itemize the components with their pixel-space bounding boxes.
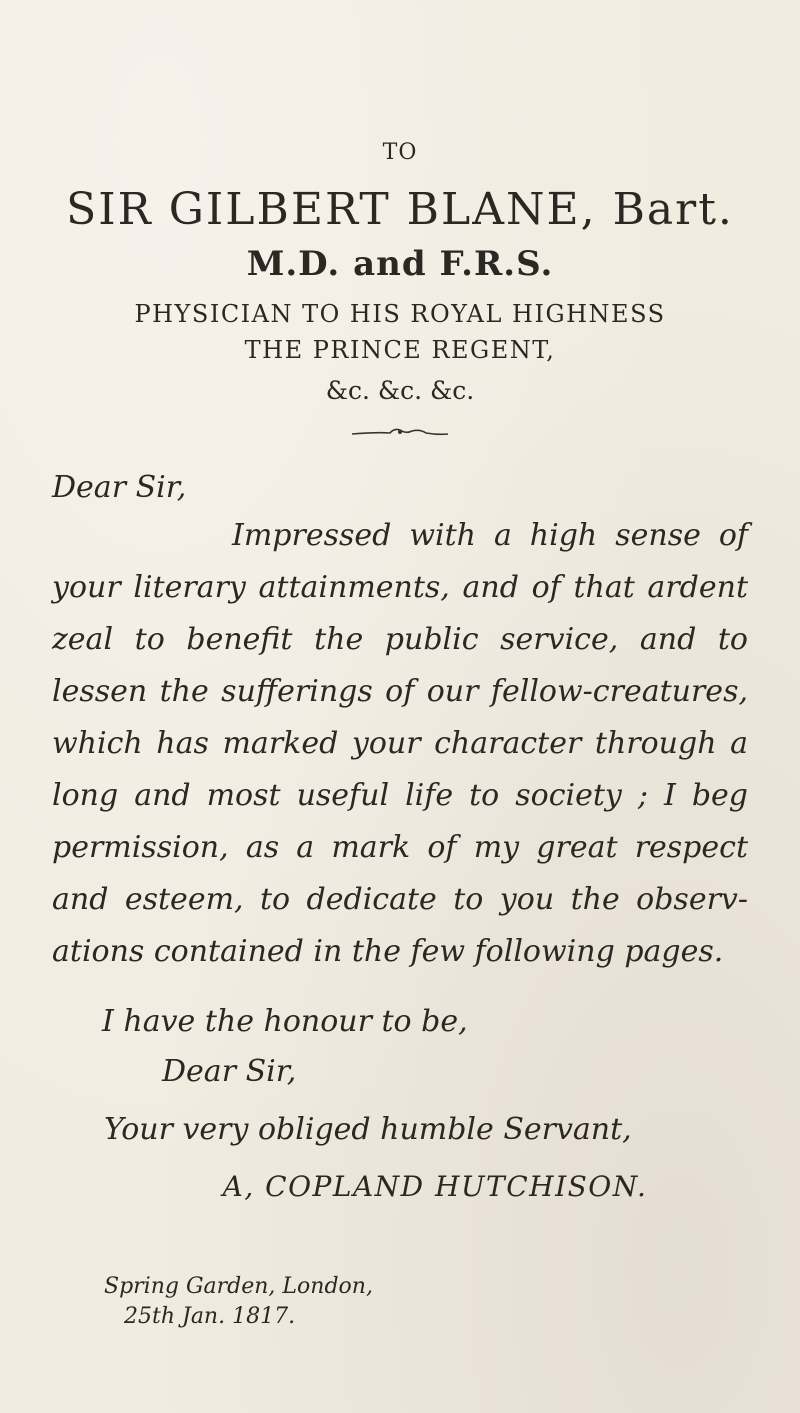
letter-line-8: and esteem, to dedicate to you the observ- xyxy=(52,882,748,917)
closing-line-3: Your very obliged humble Servant, xyxy=(104,1112,632,1147)
dedication-to: TO xyxy=(382,140,418,165)
address-date: 25th Jan. 1817. xyxy=(124,1304,296,1329)
letter-line-5: which has marked your character through a xyxy=(52,726,748,761)
salutation: Dear Sir, xyxy=(52,470,187,505)
dedicatee-degrees: M.D. and F.R.S. xyxy=(246,244,554,284)
letter-line-3: zeal to benefit the public service, and to xyxy=(52,622,748,657)
etcetera-line: &c. &c. &c. xyxy=(325,376,475,405)
closing-line-2: Dear Sir, xyxy=(162,1054,297,1089)
letter-line-9: ations contained in the few following pages. xyxy=(52,934,724,969)
letter-line-4: lessen the sufferings of our fellow-creatures, xyxy=(52,674,748,709)
letter-line-6: long and most useful life to society ; I beg xyxy=(52,778,748,813)
closing-line-1: I have the honour to be, xyxy=(102,1004,468,1039)
dedicatee-name: SIR GILBERT BLANE, Bart. xyxy=(66,184,734,235)
letter-line-2: your literary attainments, and of that ardent xyxy=(52,570,748,605)
address-line-1: Spring Garden, London, xyxy=(104,1274,373,1299)
letter-line-1: Impressed with a high sense of xyxy=(232,518,748,553)
ornament-divider-icon xyxy=(350,426,450,440)
signature: A, COPLAND HUTCHISON. xyxy=(222,1170,648,1203)
dedicatee-title-line-1: PHYSICIAN TO HIS ROYAL HIGHNESS xyxy=(134,300,666,328)
letter-line-7: permission, as a mark of my great respect xyxy=(52,830,748,865)
dedicatee-title-line-2: THE PRINCE REGENT, xyxy=(244,336,556,364)
